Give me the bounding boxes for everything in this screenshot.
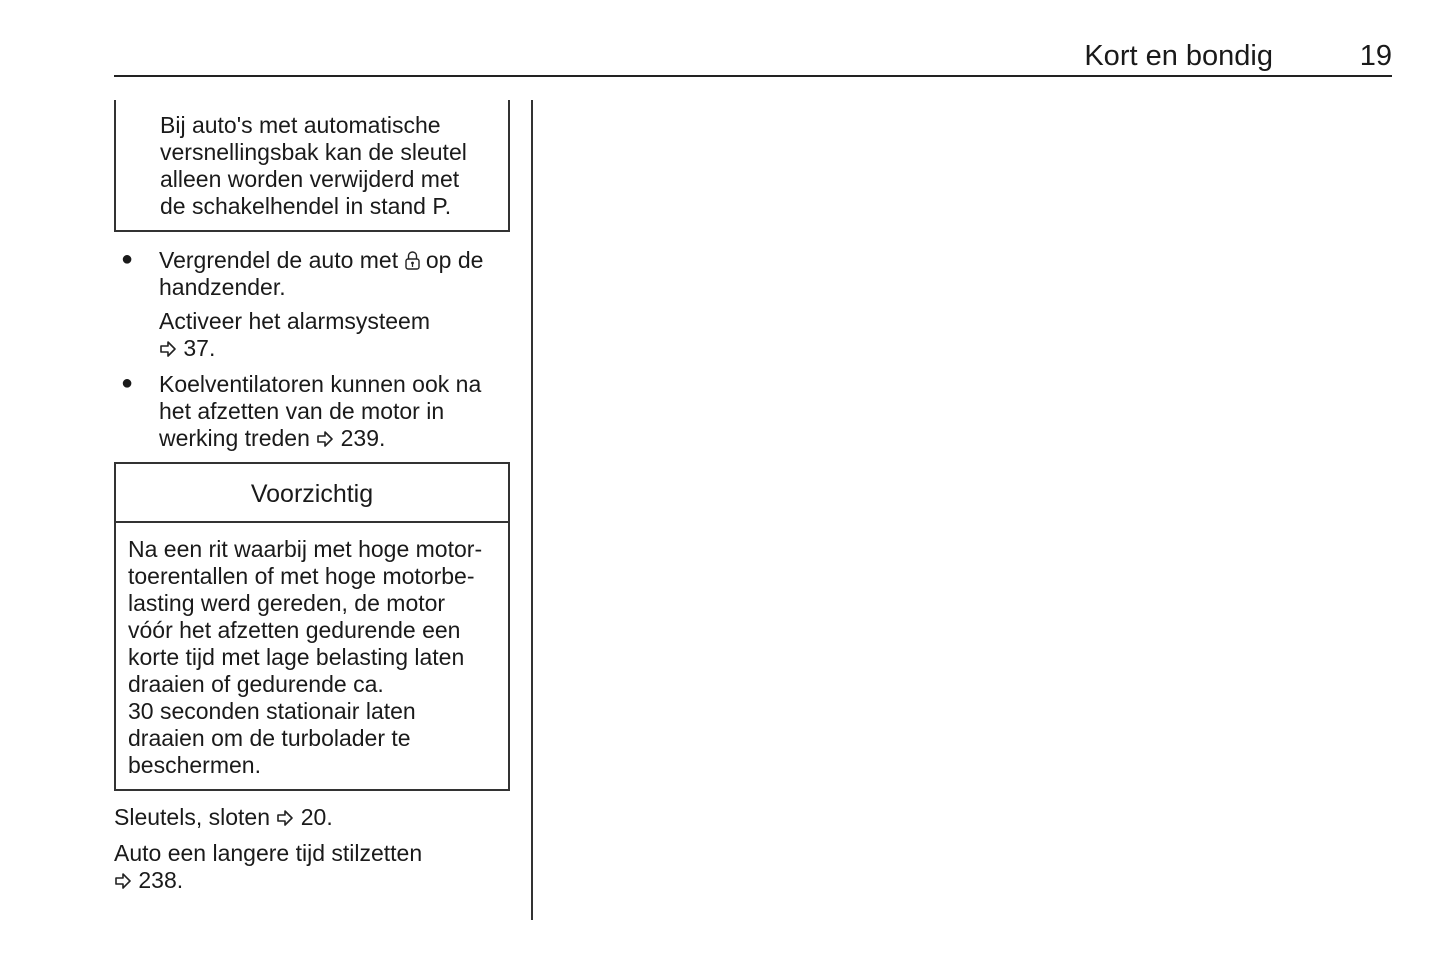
caution-line: draaien of gedurende ca. [128,671,384,697]
list-item [159,247,483,362]
cross-reference [114,840,422,894]
caution-line: draaien om de turbolader te [128,725,411,751]
caution-line: beschermen. [128,752,261,778]
bullet-icon: ● [121,248,134,270]
note-line: Bij auto's met automatische [160,112,441,138]
page-number: 19 [1359,40,1392,72]
list-text: Koelventilatoren kunnen ook na [159,371,482,397]
page-ref-arrow-icon [159,335,177,361]
note-text [160,112,467,220]
list-text: op de [425,247,484,273]
caution-line: vóór het afzetten gedurende een [128,617,461,643]
page-ref-arrow-icon [316,425,334,451]
section-title: Kort en bondig [1084,40,1273,72]
caution-title: Voorzichtig [116,464,508,523]
reference-text: Sleutels, sloten [114,804,270,830]
column-divider [531,100,533,920]
caution-line: Na een rit waarbij met hoge motor- [128,536,483,562]
note-box [114,100,510,232]
caution-line: 30 seconden stationair laten [128,698,416,724]
caution-box [114,462,510,791]
caution-line: korte tijd met lage belasting laten [128,644,465,670]
list-item [159,371,481,452]
page-ref-link[interactable]: 20. [300,804,333,830]
page-ref-arrow-icon [276,804,294,830]
note-line: alleen worden verwijderd met [160,166,460,192]
note-line: de schakelhendel in stand P. [160,193,452,219]
list-text: het afzetten van de motor in [159,398,445,424]
caution-text [128,536,482,779]
lock-icon [405,247,420,273]
page-ref-link[interactable]: 238. [138,867,184,893]
caution-line: toerentallen of met hoge motorbe- [128,563,475,589]
caution-line: lasting werd gereden, de motor [128,590,446,616]
header-divider [114,75,1392,77]
reference-text: Auto een langere tijd stilzetten [114,840,423,866]
cross-reference [114,804,333,831]
page-ref-link[interactable]: 239. [340,425,386,451]
list-text: werking treden [159,425,310,451]
page-ref-link[interactable]: 37. [183,335,216,361]
bullet-icon: ● [121,372,134,394]
list-text: Activeer het alarmsysteem [159,308,430,334]
list-text: handzender. [159,274,286,300]
page-ref-arrow-icon [114,867,132,893]
list-text: Vergrendel de auto met [159,247,399,273]
note-line: versnellingsbak kan de sleutel [160,139,467,165]
